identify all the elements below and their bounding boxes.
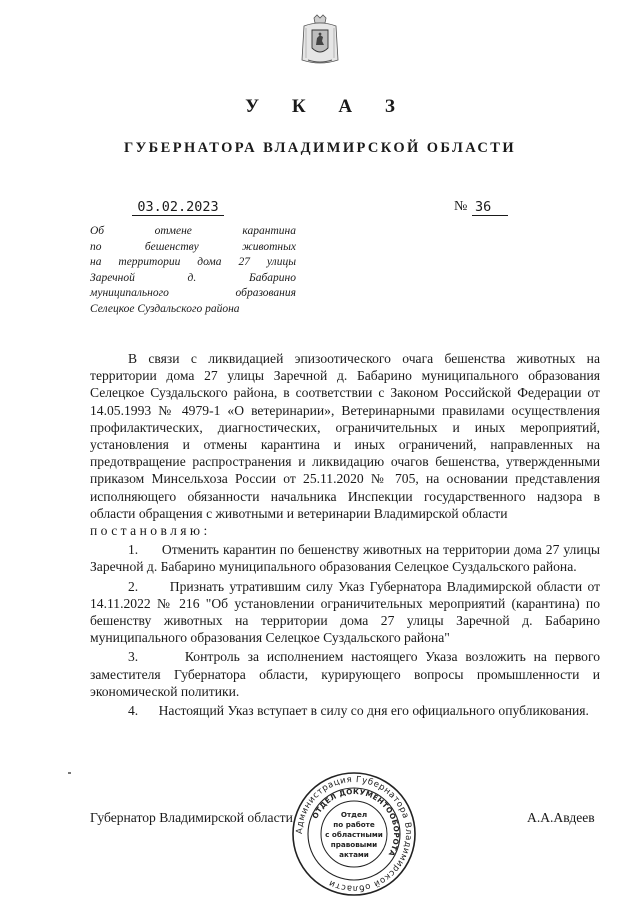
list-item <box>90 702 600 719</box>
stamp-outer-text: Администрация Губернатора Владимирской области <box>294 774 414 894</box>
subject-line: Селецкое Суздальского района <box>90 302 240 315</box>
subject-line: по бешенству животных <box>90 240 296 253</box>
subject-line: на территории дома 27 улицы <box>90 256 296 269</box>
decree-word: постановляю: <box>90 523 211 539</box>
list-item <box>90 578 600 647</box>
decree-number: 36 <box>472 199 508 216</box>
subject-line: муниципального образования <box>90 287 296 300</box>
decree-subject <box>90 224 296 318</box>
stamp-center-line: правовыми <box>330 840 378 849</box>
scan-artifact <box>68 772 71 774</box>
stamp-center-line: по работе <box>333 820 375 829</box>
item-number: 4. <box>128 703 139 719</box>
item-text: Отменить карантин по бешенству животных на территории дома 27 улицы Заречной д. Бабарино муниципального образования Селецкое Суздальского района. <box>90 542 601 575</box>
item-number: 2. <box>128 578 139 594</box>
list-item <box>90 648 600 700</box>
subject-line: Заречной д. Бабарино <box>90 271 296 284</box>
office-stamp <box>290 770 418 898</box>
stamp-center-line: актами <box>339 850 369 859</box>
coat-of-arms-emblem <box>298 14 342 68</box>
decree-date: 03.02.2023 <box>132 199 224 216</box>
item-text: Контроль за исполнением настоящего Указа возложить на первого заместителя Губернатора области, курирующего вопросы промышленности и экономической политики. <box>90 649 600 699</box>
signatory-name: А.А.Авдеев <box>527 810 595 825</box>
preamble-paragraph: В связи с ликвидацией эпизоотического очага бешенства животных на территории дома 27 улицы Заречной д. Бабарино муниципального образования Селецкое Суздальского района, в соответствии с Законом Российской Федерации от 14.05.1993 № 4979-1 «О ветеринарии», Ветеринарными правилами осуществления профилактических, диагностических, ограничительных и иных мероприятий, установления и отмены карантина и иных ограничений, направленных на предотвращение распространения и ликвидацию очагов бешенства, утвержденными приказом Минсельхоза России от 25.11.2020 № 705, на основании представления исполняющего обязанности начальника Инспекции государственного надзора в области обращения с животными и ветеринарии Владимирской области <box>90 351 600 521</box>
stamp-center-line: Отдел <box>340 810 368 819</box>
subject-line: Об отмене карантина <box>90 225 296 237</box>
item-text: Настоящий Указ вступает в силу со дня его официального опубликования. <box>158 703 589 719</box>
signatory-position: Губернатор Владимирской области <box>90 810 293 825</box>
number-sign: № <box>454 199 468 214</box>
item-number: 3. <box>128 649 139 665</box>
stamp-ring-text: ОТДЕЛ ДОКУМЕНТООБОРОТА <box>310 786 402 859</box>
list-item <box>90 541 600 575</box>
document-type-title: У К А З <box>245 96 409 117</box>
stamp-center-line: с областными <box>325 830 383 839</box>
item-text: Признать утратившим силу Указ Губернатора Владимирской области от 14.11.2022 № 216 "Об установлении ограничительных мероприятий (карантина) по бешенству животных на территории дома 27 улицы Заречной д. Бабарино муниципального образования Селецкое Суздальского района" <box>90 578 601 646</box>
item-number: 1. <box>128 542 139 558</box>
decree-body <box>90 350 600 719</box>
issuer-title: ГУБЕРНАТОРА ВЛАДИМИРСКОЙ ОБЛАСТИ <box>123 140 517 156</box>
